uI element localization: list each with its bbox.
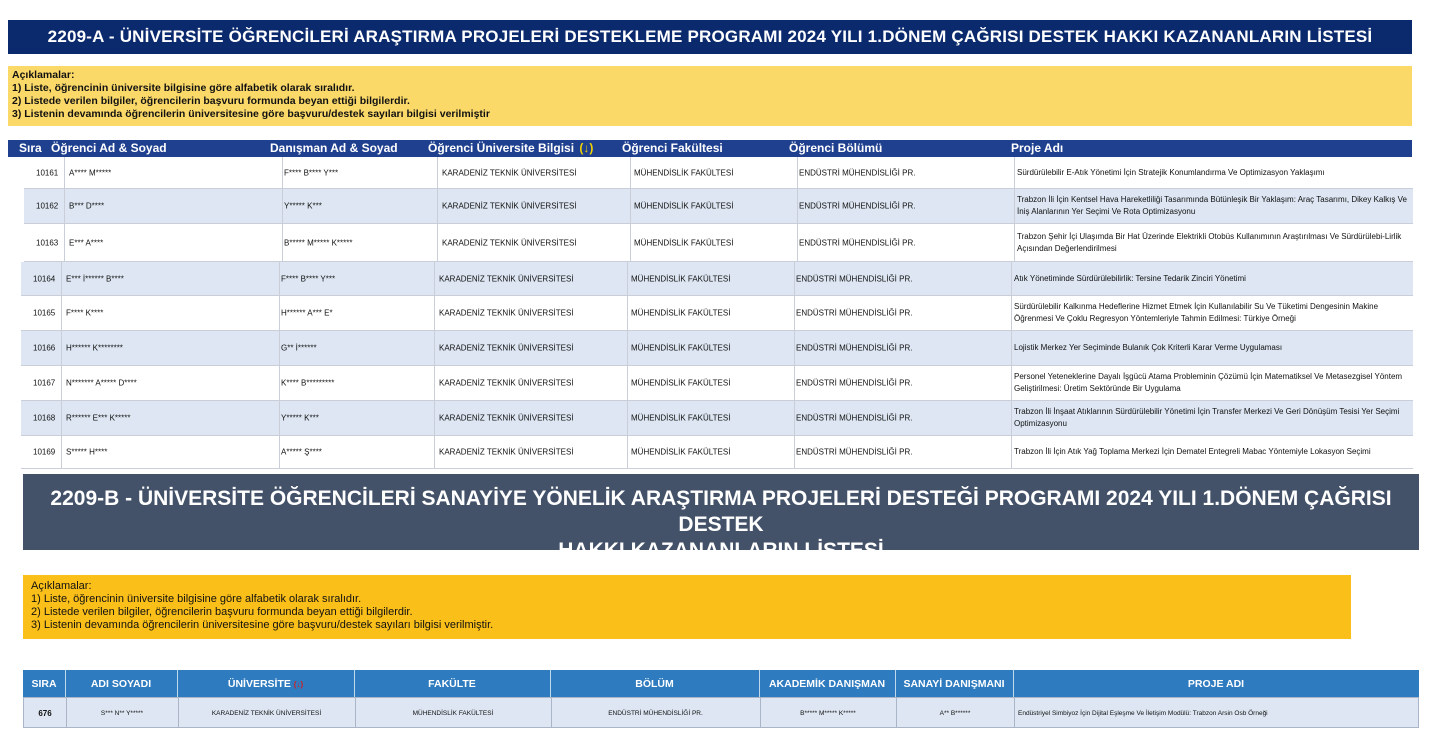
cell-faculty: MÜHENDİSLİK FAKÜLTESİ: [631, 447, 731, 457]
cell-no: 10162: [36, 201, 59, 211]
cell-advisor: K**** B*********: [281, 378, 335, 388]
cell-student: B*** D****: [69, 201, 105, 211]
cell-project: Lojistik Merkez Yer Seçiminde Bulanık Çok Kriterli Karar Verme Uygulaması: [1014, 343, 1283, 352]
column-header-sira: SIRA: [31, 678, 57, 690]
cell-faculty: MÜHENDİSLİK FAKÜLTESİ: [631, 308, 731, 318]
cell-faculty: MÜHENDİSLİK FAKÜLTESİ: [631, 274, 731, 283]
cell-sira: 676: [38, 709, 52, 718]
note-line: 1) Liste, öğrencinin üniversite bilgisine göre alfabetik olarak sıralıdır.: [12, 82, 355, 94]
cell-no: 10161: [36, 168, 59, 177]
section-a-title: 2209-A - ÜNİVERSİTE ÖĞRENCİLERİ ARAŞTIRMA PROJELERİ DESTEKLEME PROGRAMI 2024 YILI 1.DÖNEM ÇAĞRISI DESTEK HAKKI KAZANANLARIN LİSTESİ: [8, 20, 1412, 54]
cell-faculty: MÜHENDİSLİK FAKÜLTESİ: [634, 168, 734, 177]
cell-advisor: F**** B**** Y***: [284, 168, 339, 177]
cell-faculty: MÜHENDİSLİK FAKÜLTESİ: [634, 238, 734, 247]
cell-faculty: MÜHENDİSLİK FAKÜLTESİ: [412, 710, 494, 717]
cell-university: KARADENİZ TEKNİK ÜNİVERSİTESİ: [442, 238, 577, 247]
cell-student: N******* A***** D****: [66, 378, 137, 388]
cell-advisor: G** İ******: [281, 343, 317, 353]
table-row: [21, 262, 1413, 296]
cell-student: E*** İ****** B****: [66, 274, 124, 283]
cell-no: 10163: [36, 238, 59, 247]
cell-project: Trabzon İli İçin Kentsel Hava Hareketliliği Tasarımında Bütünleşik Bir Yaklaşım: Araç Tasarımı, Dikey Kalkış Ve İniş Alanlarının Yer Seçimi Ve Rota Optimizasyonu: [1017, 195, 1407, 216]
cell-advisor: Y***** K***: [281, 413, 319, 423]
cell-advisor: A***** Ş****: [281, 447, 322, 457]
cell-department: ENDÜSTRİ MÜHENDİSLİĞİ PR.: [796, 308, 913, 318]
cell-advisor: Y***** K***: [284, 201, 322, 211]
column-header-advisor: Danışman Ad & Soyad: [270, 141, 398, 155]
cell-faculty: MÜHENDİSLİK FAKÜLTESİ: [631, 378, 731, 388]
table-row: [21, 436, 1413, 469]
cell-department: ENDÜSTRİ MÜHENDİSLİĞİ PR.: [796, 274, 913, 283]
cell-student: F**** K****: [66, 308, 104, 318]
cell-university: KARADENİZ TEKNİK ÜNİVERSİTESİ: [439, 447, 574, 457]
note-line: 3) Listenin devamında öğrencilerin üniversitesine göre başvuru/destek sayıları bilgisi verilmiştir: [12, 108, 490, 120]
cell-project: Endüstriyel Simbiyoz İçin Dijital Eşleşme Ve İletişim Modülü: Trabzon Arsin Osb Örneği: [1018, 710, 1268, 717]
cell-student: A**** M*****: [69, 168, 112, 177]
column-header-university[interactable]: ÜNİVERSİTE (↓): [227, 678, 304, 690]
sort-arrow-icon[interactable]: (↓): [293, 680, 304, 689]
cell-faculty: MÜHENDİSLİK FAKÜLTESİ: [631, 343, 731, 353]
cell-project: Trabzon İli İnşaat Atıklarının Sürdürülebilir Yönetimi İçin Transfer Merkezi Ve Geri Dönüşüm Tesisi Yer Seçimi Optimizasyonu: [1014, 407, 1400, 428]
cell-project: Sürdürülebilir Kalkınma Hedeflerine Hizmet Etmek İçin Kullanılabilir Su Ve Tüketimi Dengesinin Makine Öğrenmesi Ve Çoklu Regresyon Yöntemleriyle Tahmin Edilmesi: Türkiye Örneği: [1014, 302, 1379, 323]
cell-department: ENDÜSTRİ MÜHENDİSLİĞİ PR.: [796, 378, 913, 388]
cell-industry-advisor: A** B******: [939, 710, 971, 717]
cell-university: KARADENİZ TEKNİK ÜNİVERSİTESİ: [442, 201, 577, 211]
column-header-student: Öğrenci Ad & Soyad: [51, 141, 167, 155]
table-row: [24, 157, 1413, 189]
cell-no: 10169: [33, 447, 56, 457]
cell-no: 10168: [33, 413, 56, 423]
column-header-name: ADI SOYADI: [90, 678, 152, 690]
note-line: 3) Listenin devamında öğrencilerin üniversitesine göre başvuru/destek sayıları bilgisi verilmiştir.: [31, 619, 494, 631]
column-header-faculty: FAKÜLTE: [428, 678, 476, 690]
cell-project: Sürdürülebilir E-Atık Yönetimi İçin Stratejik Konumlandırma Ve Optimizasyon Yaklaşımı: [1017, 167, 1325, 177]
cell-academic-advisor: B***** M***** K*****: [800, 710, 856, 717]
table-row: [24, 189, 1413, 224]
cell-department: ENDÜSTRİ MÜHENDİSLİĞİ PR.: [608, 710, 703, 717]
table-row: [21, 331, 1413, 366]
table-row: [21, 296, 1413, 331]
cell-project: Atık Yönetiminde Sürdürülebilirlik: Tersine Tedarik Zinciri Yönetimi: [1014, 273, 1246, 283]
cell-name: S*** N** Y*****: [100, 710, 144, 717]
column-header-department: Öğrenci Bölümü: [789, 141, 883, 155]
note-line: 1) Liste, öğrencinin üniversite bilgisine göre alfabetik olarak sıralıdır.: [31, 593, 362, 605]
note-line: 2) Listede verilen bilgiler, öğrencilerin başvuru formunda beyan ettiği bilgilerdir.: [31, 606, 413, 618]
cell-no: 10164: [33, 274, 56, 283]
cell-department: ENDÜSTRİ MÜHENDİSLİĞİ PR.: [799, 168, 916, 177]
cell-student: H****** K********: [66, 343, 123, 353]
section-b-notes: [23, 575, 1351, 639]
section-b-table-header: [23, 670, 1419, 697]
column-header-sira: Sıra: [19, 141, 42, 155]
column-header-project: PROJE ADI: [1187, 678, 1245, 690]
cell-advisor: F**** B**** Y***: [281, 274, 336, 283]
cell-advisor: B***** M***** K*****: [284, 238, 353, 247]
cell-project: Trabzon İli İçin Atık Yağ Toplama Merkezi İçin Dematel Entegreli Mabac Yöntemiyle Lokasyon Seçimi: [1014, 447, 1371, 456]
note-line: Açıklamalar:: [31, 580, 92, 592]
note-line: Açıklamalar:: [12, 69, 75, 81]
cell-no: 10166: [33, 343, 56, 353]
cell-project: Trabzon Şehir İçi Ulaşımda Bir Hat Üzerinde Elektrikli Otobüs Kullanımının Araştırılması Ve Sürdürülebi-Lirlik Açısından Değerlendirilmesi: [1017, 231, 1402, 253]
cell-student: R****** E*** K*****: [66, 413, 131, 423]
column-header-industry-advisor: SANAYİ DANIŞMANI: [903, 678, 1005, 690]
section-b-table-row: [23, 697, 1419, 728]
cell-university: KARADENİZ TEKNİK ÜNİVERSİTESİ: [439, 343, 574, 353]
cell-faculty: MÜHENDİSLİK FAKÜLTESİ: [634, 201, 734, 211]
cell-student: E*** A****: [69, 238, 104, 247]
cell-faculty: MÜHENDİSLİK FAKÜLTESİ: [631, 413, 731, 423]
cell-project: Personel Yeteneklerine Dayalı İşgücü Atama Probleminin Çözümü İçin Matematiksel Ve Metasezgisel Yöntem Geliştirilmesi: Üretim Sektöründe Bir Uygulama: [1014, 372, 1403, 393]
cell-department: ENDÜSTRİ MÜHENDİSLİĞİ PR.: [799, 238, 916, 247]
cell-university: KARADENİZ TEKNİK ÜNİVERSİTESİ: [439, 274, 574, 283]
column-header-academic-advisor: AKADEMİK DANIŞMAN: [768, 678, 886, 690]
cell-university: KARADENİZ TEKNİK ÜNİVERSİTESİ: [439, 378, 574, 388]
section-a-notes: [8, 66, 1412, 126]
column-header-faculty: Öğrenci Fakültesi: [622, 141, 723, 155]
cell-university: KARADENİZ TEKNİK ÜNİVERSİTESİ: [442, 168, 577, 177]
table-row: [24, 224, 1413, 262]
cell-department: ENDÜSTRİ MÜHENDİSLİĞİ PR.: [799, 201, 916, 211]
cell-department: ENDÜSTRİ MÜHENDİSLİĞİ PR.: [796, 343, 913, 353]
cell-no: 10167: [33, 378, 56, 388]
cell-university: KARADENİZ TEKNİK ÜNİVERSİTESİ: [439, 413, 574, 423]
cell-advisor: H****** A*** E*: [281, 308, 333, 318]
cell-university: KARADENİZ TEKNİK ÜNİVERSİTESİ: [439, 308, 574, 318]
column-header-project: Proje Adı: [1011, 141, 1064, 155]
cell-student: S***** H****: [66, 447, 108, 457]
column-header-department: BÖLÜM: [635, 678, 674, 690]
column-header-university[interactable]: Öğrenci Üniversite Bilgisi (↓): [428, 141, 594, 155]
table-row: [21, 366, 1413, 401]
cell-no: 10165: [33, 308, 56, 318]
table-row: [21, 401, 1413, 436]
section-b-title: 2209-B - ÜNİVERSİTE ÖĞRENCİLERİ SANAYİYE YÖNELİK ARAŞTIRMA PROJELERİ DESTEĞİ PROGRAMI 2024 YILI 1.DÖNEM ÇAĞRISI DESTEK HAKKI KAZANANLARIN LİSTESİ: [23, 474, 1419, 550]
cell-department: ENDÜSTRİ MÜHENDİSLİĞİ PR.: [796, 413, 913, 423]
cell-department: ENDÜSTRİ MÜHENDİSLİĞİ PR.: [796, 447, 913, 457]
note-line: 2) Listede verilen bilgiler, öğrencilerin başvuru formunda beyan ettiği bilgilerdir.: [12, 95, 410, 107]
sort-arrow-icon[interactable]: (↓): [579, 141, 594, 155]
cell-university: KARADENİZ TEKNİK ÜNİVERSİTESİ: [211, 710, 322, 717]
section-a-table-header: [8, 140, 1412, 157]
